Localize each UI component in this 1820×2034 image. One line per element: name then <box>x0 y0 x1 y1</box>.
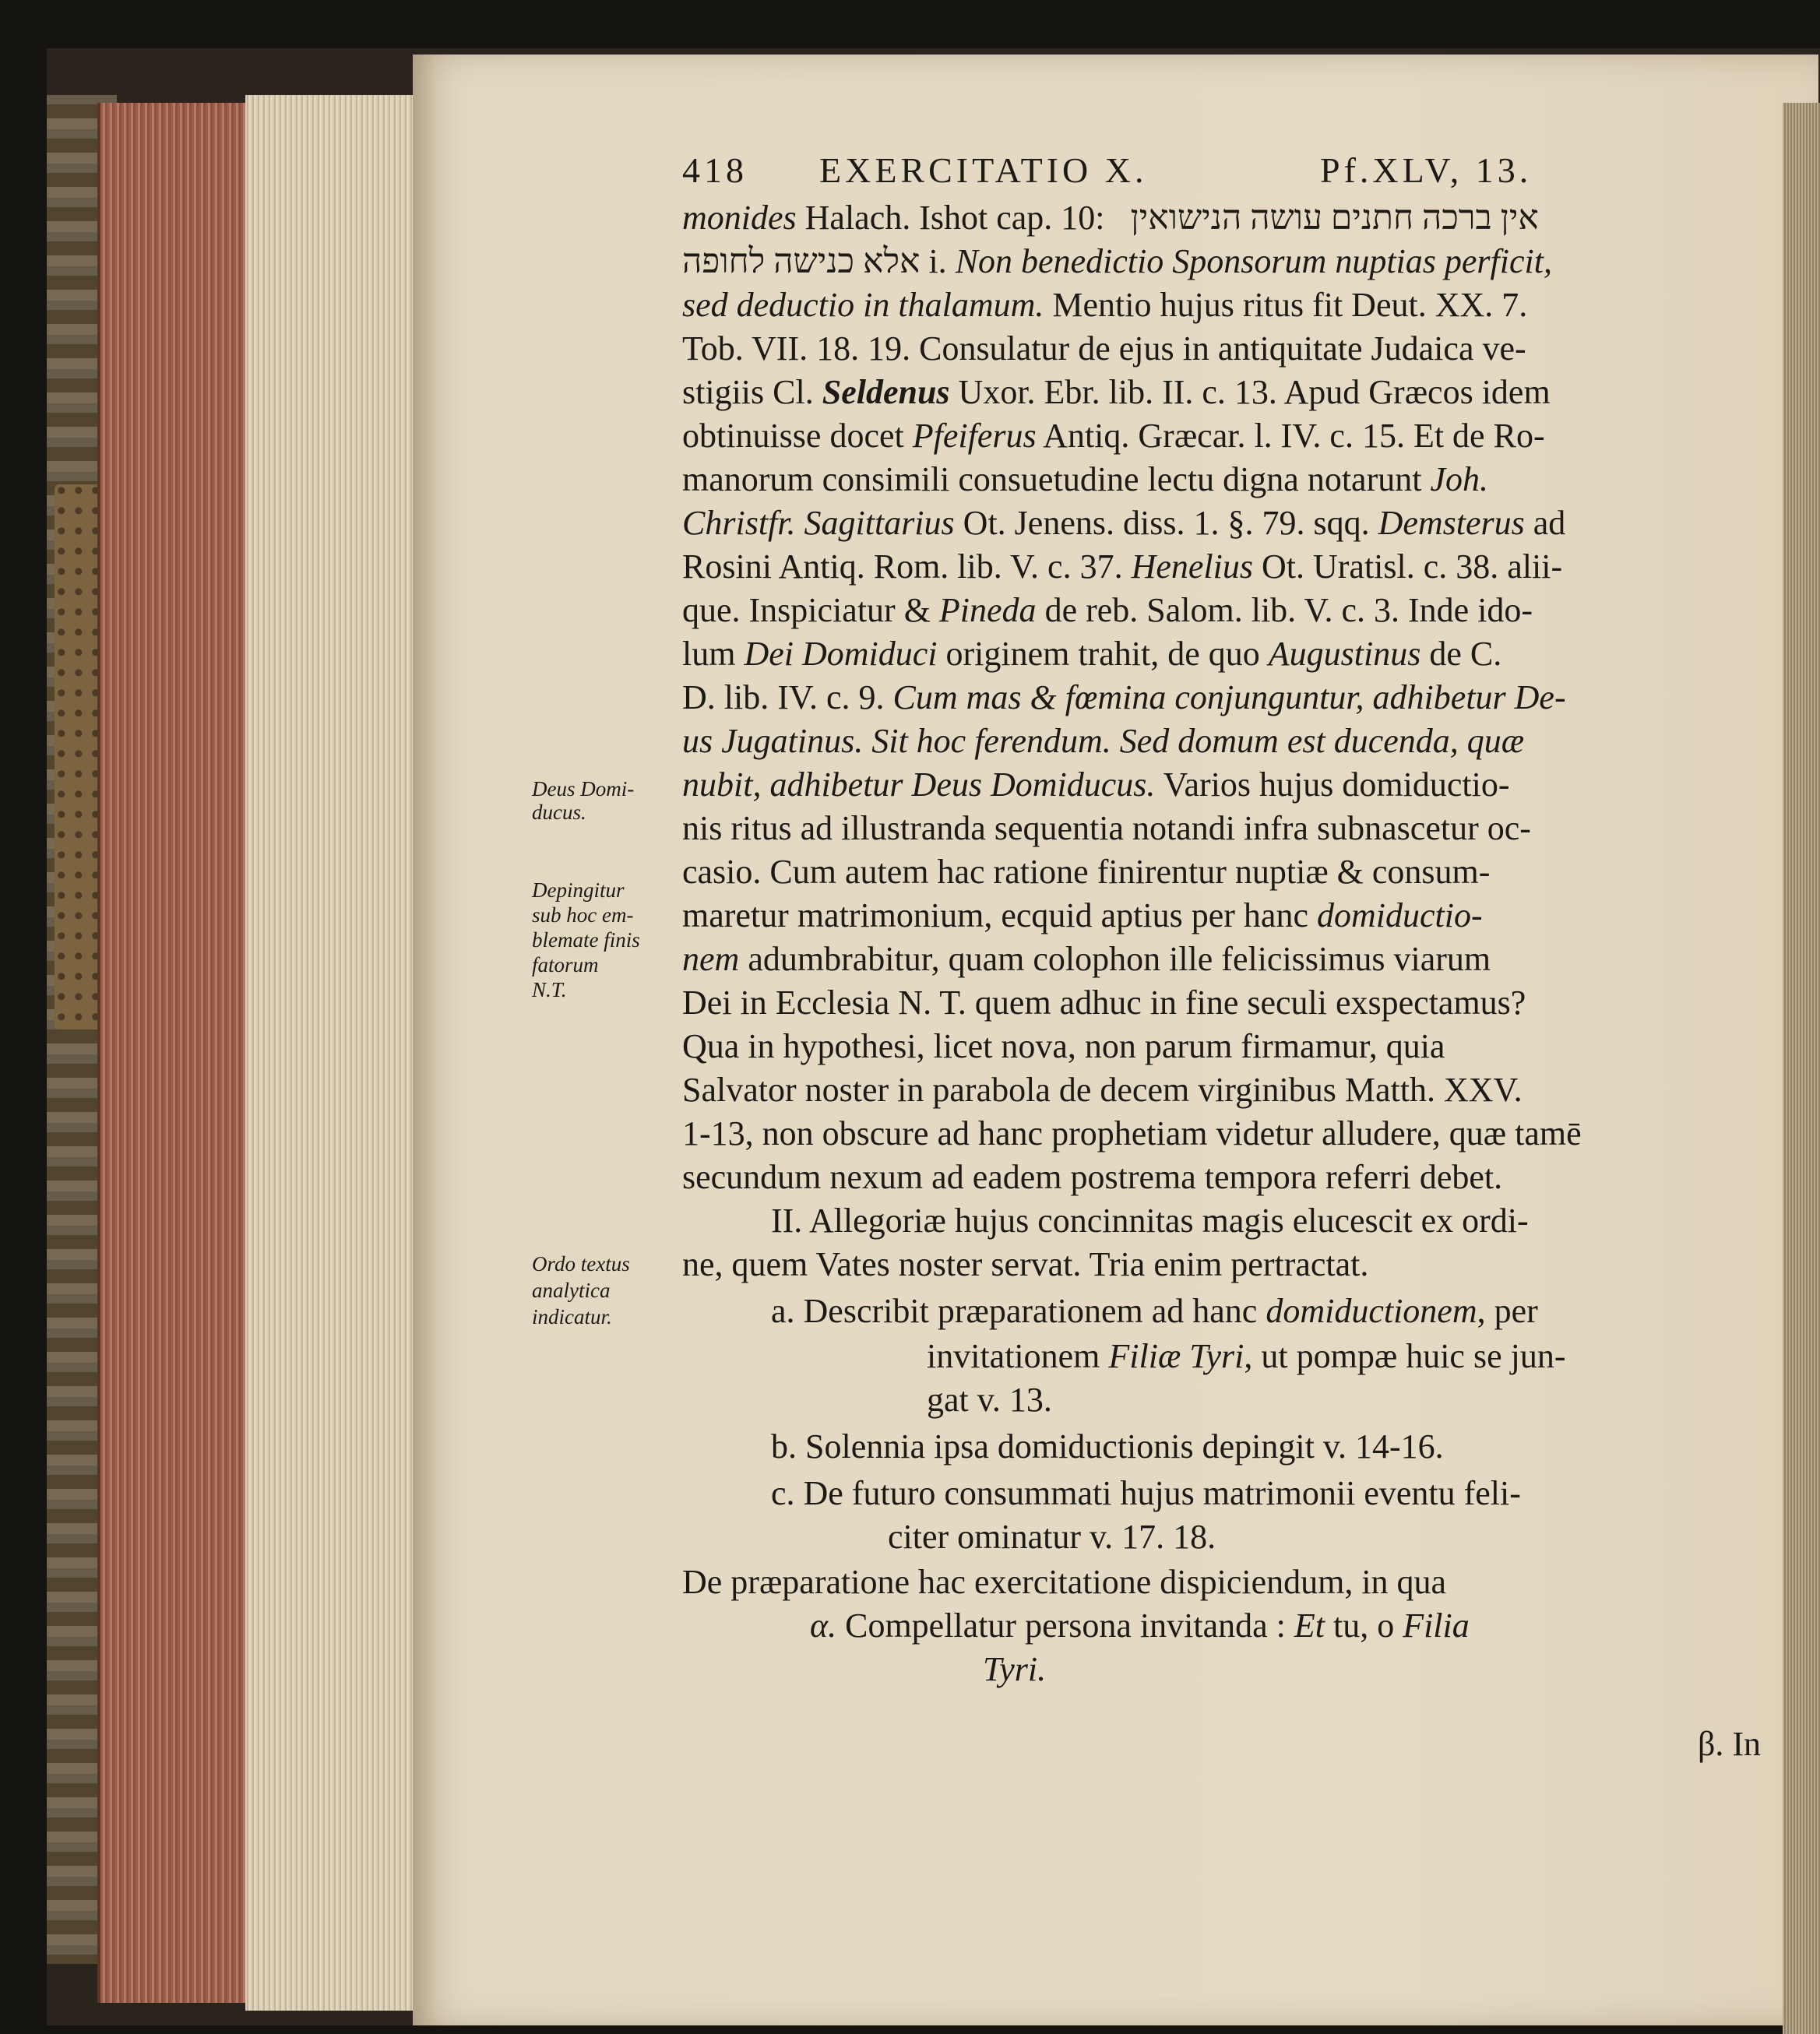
margin-line: analytica <box>532 1279 611 1302</box>
margin-line: fatorum <box>532 953 599 977</box>
text-line: II. Allegoriæ hujus concinnitas magis elucescit ex ordi- <box>771 1202 1529 1240</box>
catchword: β. In <box>1698 1725 1762 1763</box>
text-line: citer ominatur v. 17. 18. <box>888 1518 1216 1556</box>
text-line: lum Dei Domiduci originem trahit, de quo Augustinus de C. <box>682 635 1502 673</box>
text-line: que. Inspiciatur & Pineda de reb. Salom. lib. V. c. 3. Inde ido- <box>682 591 1533 629</box>
text-line: invitationem Filiæ Tyri, ut pompæ huic se jun- <box>927 1337 1566 1375</box>
text-line: monides Halach. Ishot cap. 10: אין ברכה חתנים עושה הנישואין <box>682 199 1539 237</box>
text-line: Dei in Ecclesia N. T. quem adhuc in fine seculi exspectamus? <box>682 984 1526 1022</box>
margin-line: blemate finis <box>532 928 640 952</box>
text-line: Christfr. Sagittarius Ot. Jenens. diss. 1. §. 79. sqq. Demsterus ad <box>682 504 1566 542</box>
text-line: us Jugatinus. Sit hoc ferendum. Sed domum est ducenda, quæ <box>682 722 1525 760</box>
text-line: casio. Cum autem hac ratione finirentur nuptiæ & consum- <box>682 853 1491 891</box>
page-edges-red <box>97 103 248 2003</box>
psalm-reference: Pf.XLV, 13. <box>1320 150 1533 190</box>
text-line: obtinuisse docet Pfeiferus Antiq. Græcar. l. IV. c. 15. Et de Ro- <box>682 417 1545 455</box>
text-line: gat v. 13. <box>927 1381 1052 1419</box>
text-line: nis ritus ad illustranda sequentia notandi infra subnascetur oc- <box>682 809 1531 847</box>
text-line: אלא כנישה לחופה i. Non benedictio Sponsorum nuptias perficit, <box>682 242 1552 280</box>
text-line: Rosini Antiq. Rom. lib. V. c. 37. Henelius Ot. Uratisl. c. 38. alii- <box>682 547 1563 586</box>
margin-line: Depingitur <box>532 878 625 902</box>
text-line: b. Solennia ipsa domiductionis depingit v. 14-16. <box>771 1427 1444 1466</box>
text-line: Qua in hypothesi, licet nova, non parum firmamur, quia <box>682 1027 1445 1065</box>
margin-line: Deus Domi- <box>532 777 635 801</box>
text-line: maretur matrimonium, ecquid aptius per hanc domiductio- <box>682 896 1483 934</box>
text-line: D. lib. IV. c. 9. Cum mas & fœmina conjunguntur, adhibetur De- <box>682 678 1566 716</box>
text-line: Tyri. <box>983 1650 1047 1688</box>
margin-line: sub hoc em- <box>532 903 634 927</box>
text-line: sed deductio in thalamum. Mentio hujus ritus fit Deut. XX. 7. <box>682 286 1528 324</box>
text-line: Tob. VII. 18. 19. Consulatur de ejus in antiquitate Judaica ve- <box>682 329 1526 368</box>
text-line: nem adumbrabitur, quam colophon ille felicissimus viarum <box>682 940 1491 978</box>
text-line: c. De futuro consummati hujus matrimonii eventu feli- <box>771 1474 1521 1512</box>
text-line: secundum nexum ad eadem postrema tempora referri debet. <box>682 1158 1503 1196</box>
text-line: ne, quem Vates noster servat. Tria enim pertractat. <box>682 1245 1369 1283</box>
margin-line: N.T. <box>532 978 567 1001</box>
margin-line: indicatur. <box>532 1305 612 1328</box>
text-line: manorum consimili consuetudine lectu digna notarunt Joh. <box>682 460 1488 498</box>
page-number: 418 <box>682 150 748 190</box>
margin-line: ducus. <box>532 801 586 824</box>
text-line: Salvator noster in parabola de decem virginibus Matth. XXV. <box>682 1071 1523 1109</box>
margin-line: Ordo textus <box>532 1252 630 1276</box>
running-title: EXERCITATIO X. <box>819 150 1148 190</box>
text-line: stigiis Cl. Seldenus Uxor. Ebr. lib. II. c. 13. Apud Græcos idem <box>682 373 1551 411</box>
text-line: α. Compellatur persona invitanda : Et tu, o Filia <box>810 1606 1470 1645</box>
facing-page-edge <box>1783 103 1820 2034</box>
text-line: nubit, adhibetur Deus Domiducus. Varios hujus domiductio- <box>682 765 1510 804</box>
text-line: 1-13, non obscure ad hanc prophetiam videtur alludere, quæ tamē <box>682 1114 1582 1152</box>
text-line: a. Describit præparationem ad hanc domiductionem, per <box>771 1292 1538 1330</box>
text-line: De præparatione hac exercitatione dispiciendum, in qua <box>682 1563 1447 1601</box>
